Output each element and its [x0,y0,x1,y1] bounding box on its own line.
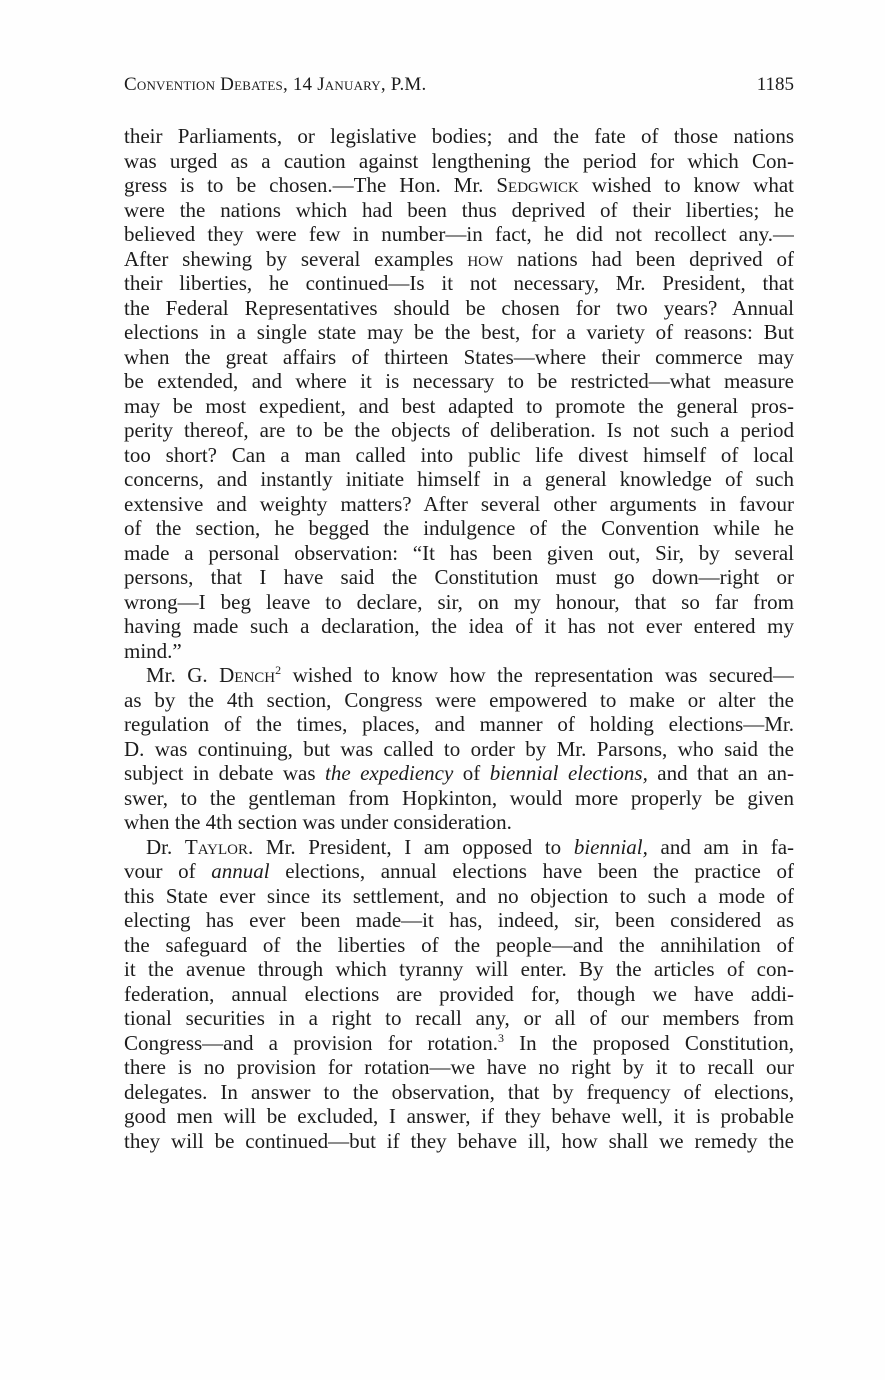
text-segment: the safeguard of the liberties of the people—and the annihilation of [124,932,794,957]
text-segment: of [453,761,490,785]
text-segment: wrong—I beg leave to declare, sir, on my honour, that so far from [124,589,794,614]
text-line [124,369,794,394]
text-segment: electing has ever been made—it has, indeed, sir, been considered as [124,908,794,932]
text-segment: persons, that I have said the Constitution must go down—right or [124,565,794,589]
text-segment: concerns, and instantly initiate himself in a general knowledge of such [124,467,794,491]
text-line [124,149,794,174]
text-segment: elections in a single state may be the best, for a variety of reasons: But [124,320,794,344]
text-segment: biennial, [573,834,648,859]
body-text [124,124,794,1153]
text-segment: D. was continuing, but was called to order by Mr. Parsons, who said the [124,736,794,761]
text-segment: when the great affairs of thirteen States—where their commerce may [124,344,794,369]
text-line [124,835,794,860]
text-segment: gress is to be chosen.—The Hon. Mr. [124,173,497,197]
text-line [124,1006,794,1031]
text-segment: their liberties, he continued—Is it not necessary, Mr. President, that [124,271,794,295]
text-segment: tional securities in a right to recall any, or all of our members from [124,1006,794,1030]
text-line [124,565,794,590]
text-line [124,247,794,272]
page-number: 1185 [756,74,794,95]
text-line [124,1031,794,1056]
text-line [124,467,794,492]
text-segment: and am in fa- [647,834,794,859]
text-line [124,1080,794,1105]
text-segment: perity thereof, are to be the objects of deliberation. Is not such a period [124,418,794,442]
text-line [124,737,794,762]
text-segment: may be most expedient, and best adapted to promote the general pros- [124,393,794,418]
text-line [124,908,794,933]
text-segment: In the proposed Constitution, [503,1030,794,1055]
text-segment: their Parliaments, or legislative bodies; and the fate of those nations [124,124,794,148]
text-line [124,1055,794,1080]
text-segment: the Federal Representatives should be chosen for two years? Annual [124,295,794,320]
text-segment: swer, to the gentleman from Hopkinton, would more properly be given [124,785,794,810]
text-line [124,688,794,713]
text-line [124,712,794,737]
text-segment: . Mr. President, I am opposed to [248,834,574,859]
text-segment: made a personal observation: “It has been given out, Sir, by several [124,540,794,565]
text-line [124,345,794,370]
text-line [124,222,794,247]
text-segment: this State ever since its settlement, and no objection to such a mode of [124,883,794,908]
text-segment: of the section, he begged the indulgence of the Convention while he [124,516,794,540]
text-line [124,271,794,296]
text-segment: After shewing by several examples [124,246,468,271]
text-segment: believed they were few in number—in fact, he did not recollect any.— [124,222,794,246]
text-segment: how [467,246,504,271]
text-segment: the expediency [324,761,454,785]
text-line [124,957,794,982]
text-segment: Dench [219,663,276,687]
text-line [124,492,794,517]
text-segment: having made such a declaration, the idea of it has not ever entered my [124,614,794,638]
text-line [124,786,794,811]
text-segment: nations had been deprived of [503,246,794,271]
text-segment: they will be continued—but if they behave ill, how shall we remedy the [124,1128,794,1153]
text-segment: as by the 4th section, Congress were empowered to make or alter the [124,687,794,712]
text-segment: there is no provision for rotation—we have no right by it to recall our [124,1055,794,1079]
text-segment: Mr. G. [146,663,220,687]
text-segment: annual [211,859,270,883]
text-line [124,418,794,443]
text-segment: Sedgwick [496,173,579,197]
text-line [124,859,794,884]
text-line [124,663,794,688]
text-line [124,296,794,321]
text-line [124,124,794,149]
text-segment: too short? Can a man called into public life divest himself of local [124,442,794,467]
text-segment: federation, annual elections are provided for, though we have addi- [124,981,794,1006]
text-line [124,541,794,566]
text-line [124,884,794,909]
text-segment: elections, annual elections have been the practice of [269,859,794,883]
text-segment: when the 4th section was under consideration. [124,810,512,834]
text-line [124,1129,794,1154]
text-line [124,320,794,345]
text-segment: Congress—and a provision for rotation. [124,1030,498,1055]
text-line [124,516,794,541]
text-segment: subject in debate was [124,761,325,785]
text-line [124,982,794,1007]
text-line [124,810,794,835]
text-line [124,590,794,615]
text-segment: wished to know what [578,173,794,197]
text-segment: was urged as a caution against lengthening the period for which Con- [124,148,794,173]
text-line [124,639,794,664]
text-segment: mind.” [124,638,182,663]
text-line [124,761,794,786]
text-line [124,614,794,639]
text-segment: Dr. [146,834,185,859]
text-segment: wished to know how the representation was secured— [281,663,794,687]
text-segment: Taylor [184,834,249,859]
text-segment: extensive and weighty matters? After several other arguments in favour [124,491,794,516]
text-line [124,443,794,468]
text-segment: it the avenue through which tyranny will enter. By the articles of con- [124,957,794,981]
text-segment: were the nations which had been thus deprived of their liberties; he [124,197,794,222]
text-segment: biennial elections, [489,761,648,785]
text-segment: delegates. In answer to the observation, that by frequency of elections, [124,1079,794,1104]
footnote-ref: 2 [275,663,282,677]
text-segment: and that an an- [647,761,794,785]
running-title: Convention Debates, 14 January, P.M. [124,74,427,95]
text-segment: regulation of the times, places, and manner of holding elections—Mr. [124,712,794,736]
text-line [124,198,794,223]
footnote-ref: 3 [497,1030,504,1045]
text-line [124,173,794,198]
running-header [124,74,794,104]
text-line [124,394,794,419]
text-segment: vour of [124,859,212,883]
text-segment: be extended, and where it is necessary to be restricted—what measure [124,369,794,393]
text-segment: good men will be excluded, I answer, if they behave well, it is probable [124,1104,794,1128]
text-line [124,1104,794,1129]
text-line [124,933,794,958]
